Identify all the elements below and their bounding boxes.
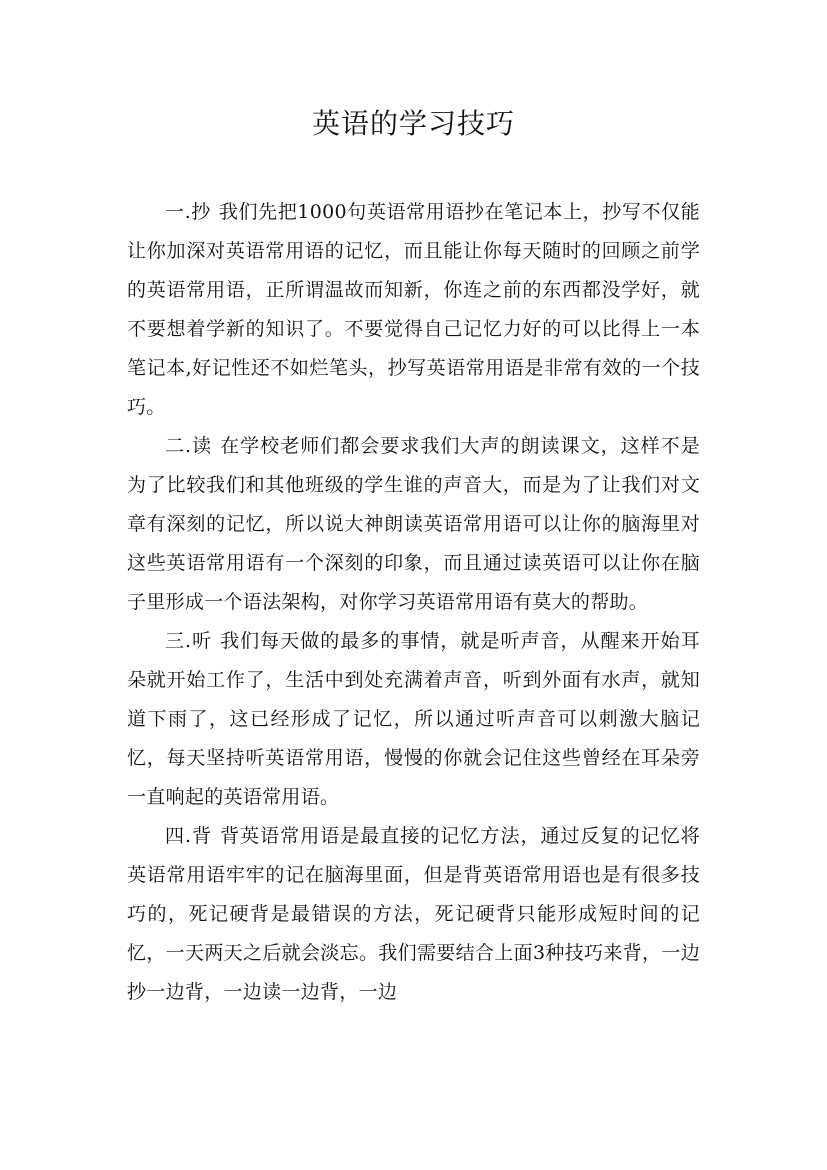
paragraph-listen: [127, 622, 700, 817]
paragraph-heading: 四.背: [165, 825, 213, 847]
paragraph-heading: 一.抄: [165, 201, 211, 223]
paragraph-heading: 二.读: [165, 435, 213, 457]
paragraph-text: 我们先把1000句英语常用语抄在笔记本上，抄写不仅能让你加深对英语常用语的记忆，而且能让你每天随时的回顾之前学的英语常用语，正所谓温故而知新，你连之前的东西都没学好，就不要想着学新的知识了。不要觉得自己记忆力好的可以比得上一本笔记本,好记性还不如烂笔头，抄写英语常用语是非常有效的一个技巧。: [127, 201, 700, 418]
paragraph-read: [127, 427, 700, 622]
document-body: [127, 193, 700, 1012]
paragraph-recite: [127, 817, 700, 1012]
paragraph-text: 背英语常用语是最直接的记忆方法，通过反复的记忆将英语常用语牢牢的记在脑海里面，但是背英语常用语也是有很多技巧的，死记硬背是最错误的方法，死记硬背只能形成短时间的记忆，一天两天之后就会淡忘。我们需要结合上面3种技巧来背，一边抄一边背，一边读一边背，一边: [127, 825, 700, 1003]
paragraph-copy: [127, 193, 700, 427]
paragraph-text: 我们每天做的最多的事情，就是听声音，从醒来开始耳朵就开始工作了，生活中到处充满着声音，听到外面有水声，就知道下雨了，这已经形成了记忆，所以通过听声音可以刺激大脑记忆，每天坚持听英语常用语，慢慢的你就会记住这些曾经在耳朵旁一直响起的英语常用语。: [127, 630, 700, 808]
document-title: 英语的学习技巧: [311, 107, 515, 140]
paragraph-heading: 三.听: [165, 630, 213, 652]
paragraph-text: 在学校老师们都会要求我们大声的朗读课文，这样不是为了比较我们和其他班级的学生谁的声音大，而是为了让我们对文章有深刻的记忆，所以说大神朗读英语常用语可以让你的脑海里对这些英语常用语有一个深刻的印象，而且通过读英语可以让你在脑子里形成一个语法架构，对你学习英语常用语有莫大的帮助。: [127, 435, 700, 613]
